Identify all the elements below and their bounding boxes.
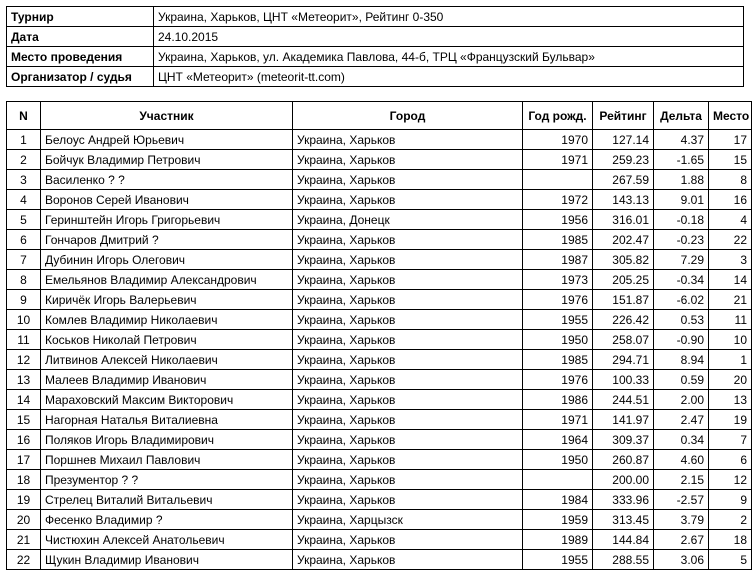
cell-participant: Щукин Владимир Иванович [41, 550, 293, 570]
cell-place: 20 [709, 370, 752, 390]
cell-delta: 2.00 [654, 390, 709, 410]
cell-place: 13 [709, 390, 752, 410]
cell-city: Украина, Харьков [293, 250, 523, 270]
cell-place: 7 [709, 430, 752, 450]
cell-delta: 4.37 [654, 130, 709, 150]
cell-participant: Дубинин Игорь Олегович [41, 250, 293, 270]
table-row [7, 190, 752, 210]
cell-delta: -0.34 [654, 270, 709, 290]
table-row [7, 330, 752, 350]
cell-number: 18 [7, 470, 41, 490]
info-label-tournament: Турнир [7, 7, 154, 27]
cell-participant: Василенко ? ? [41, 170, 293, 190]
cell-participant: Фесенко Владимир ? [41, 510, 293, 530]
table-row [7, 370, 752, 390]
cell-participant: Комлев Владимир Николаевич [41, 310, 293, 330]
cell-rating: 141.97 [593, 410, 654, 430]
cell-place: 18 [709, 530, 752, 550]
cell-number: 10 [7, 310, 41, 330]
cell-place: 9 [709, 490, 752, 510]
cell-birth-year: 1950 [523, 450, 593, 470]
cell-delta: -0.23 [654, 230, 709, 250]
cell-city: Украина, Харьков [293, 410, 523, 430]
cell-delta: 3.79 [654, 510, 709, 530]
table-row [7, 290, 752, 310]
cell-number: 11 [7, 330, 41, 350]
cell-number: 15 [7, 410, 41, 430]
column-header-city: Город [293, 102, 523, 130]
cell-place: 5 [709, 550, 752, 570]
table-row [7, 210, 752, 230]
cell-birth-year: 1950 [523, 330, 593, 350]
cell-place: 22 [709, 230, 752, 250]
cell-place: 14 [709, 270, 752, 290]
cell-participant: Презументор ? ? [41, 470, 293, 490]
cell-rating: 205.25 [593, 270, 654, 290]
cell-rating: 333.96 [593, 490, 654, 510]
cell-number: 7 [7, 250, 41, 270]
cell-delta: 9.01 [654, 190, 709, 210]
cell-birth-year: 1971 [523, 410, 593, 430]
table-row [7, 470, 752, 490]
cell-number: 13 [7, 370, 41, 390]
cell-city: Украина, Харьков [293, 390, 523, 410]
cell-birth-year: 1955 [523, 310, 593, 330]
info-row-date [7, 27, 744, 47]
info-value-date: 24.10.2015 [154, 27, 744, 47]
table-row [7, 530, 752, 550]
cell-rating: 226.42 [593, 310, 654, 330]
cell-birth-year: 1970 [523, 130, 593, 150]
cell-place: 3 [709, 250, 752, 270]
cell-city: Украина, Харьков [293, 150, 523, 170]
cell-birth-year: 1971 [523, 150, 593, 170]
info-value-venue: Украина, Харьков, ул. Академика Павлова, 44-б, ТРЦ «Французский Бульвар» [154, 47, 744, 67]
info-label-date: Дата [7, 27, 154, 47]
cell-city: Украина, Харьков [293, 550, 523, 570]
cell-participant: Емельянов Владимир Александрович [41, 270, 293, 290]
cell-place: 4 [709, 210, 752, 230]
cell-rating: 313.45 [593, 510, 654, 530]
cell-birth-year: 1989 [523, 530, 593, 550]
cell-rating: 151.87 [593, 290, 654, 310]
cell-city: Украина, Харцызск [293, 510, 523, 530]
cell-birth-year [523, 470, 593, 490]
cell-place: 21 [709, 290, 752, 310]
column-header-place: Место [709, 102, 752, 130]
cell-number: 9 [7, 290, 41, 310]
cell-participant: Нагорная Наталья Виталиевна [41, 410, 293, 430]
cell-delta: -1.65 [654, 150, 709, 170]
cell-birth-year: 1973 [523, 270, 593, 290]
cell-city: Украина, Харьков [293, 450, 523, 470]
cell-rating: 200.00 [593, 470, 654, 490]
results-body [7, 130, 752, 570]
cell-delta: 0.53 [654, 310, 709, 330]
cell-participant: Поляков Игорь Владимирович [41, 430, 293, 450]
info-row-venue [7, 47, 744, 67]
cell-rating: 267.59 [593, 170, 654, 190]
cell-participant: Малеев Владимир Иванович [41, 370, 293, 390]
cell-place: 16 [709, 190, 752, 210]
cell-number: 22 [7, 550, 41, 570]
cell-delta: 4.60 [654, 450, 709, 470]
table-row [7, 310, 752, 330]
cell-number: 19 [7, 490, 41, 510]
cell-participant: Киричёк Игорь Валерьевич [41, 290, 293, 310]
cell-birth-year: 1959 [523, 510, 593, 530]
cell-participant: Коськов Николай Петрович [41, 330, 293, 350]
table-row [7, 510, 752, 530]
cell-city: Украина, Харьков [293, 230, 523, 250]
cell-place: 8 [709, 170, 752, 190]
cell-rating: 244.51 [593, 390, 654, 410]
column-header-rating: Рейтинг [593, 102, 654, 130]
cell-number: 2 [7, 150, 41, 170]
cell-delta: 2.15 [654, 470, 709, 490]
cell-delta: 2.47 [654, 410, 709, 430]
column-header-participant: Участник [41, 102, 293, 130]
cell-birth-year: 1987 [523, 250, 593, 270]
cell-birth-year: 1956 [523, 210, 593, 230]
cell-city: Украина, Харьков [293, 310, 523, 330]
cell-participant: Воронов Серей Иванович [41, 190, 293, 210]
cell-city: Украина, Харьков [293, 330, 523, 350]
cell-city: Украина, Донецк [293, 210, 523, 230]
column-header-delta: Дельта [654, 102, 709, 130]
info-value-tournament: Украина, Харьков, ЦНТ «Метеорит», Рейтинг 0-350 [154, 7, 744, 27]
cell-participant: Гончаров Дмитрий ? [41, 230, 293, 250]
table-row [7, 150, 752, 170]
table-row [7, 170, 752, 190]
cell-rating: 294.71 [593, 350, 654, 370]
cell-participant: Поршнев Михаил Павлович [41, 450, 293, 470]
cell-rating: 144.84 [593, 530, 654, 550]
cell-city: Украина, Харьков [293, 430, 523, 450]
cell-city: Украина, Харьков [293, 530, 523, 550]
table-row [7, 450, 752, 470]
cell-city: Украина, Харьков [293, 290, 523, 310]
cell-rating: 316.01 [593, 210, 654, 230]
cell-rating: 100.33 [593, 370, 654, 390]
cell-number: 14 [7, 390, 41, 410]
info-label-venue: Место проведения [7, 47, 154, 67]
cell-city: Украина, Харьков [293, 170, 523, 190]
cell-birth-year: 1955 [523, 550, 593, 570]
cell-number: 17 [7, 450, 41, 470]
cell-birth-year: 1976 [523, 370, 593, 390]
info-row-tournament [7, 7, 744, 27]
results-table [6, 101, 752, 570]
cell-number: 5 [7, 210, 41, 230]
cell-place: 17 [709, 130, 752, 150]
cell-birth-year: 1976 [523, 290, 593, 310]
cell-birth-year [523, 170, 593, 190]
cell-rating: 260.87 [593, 450, 654, 470]
cell-number: 12 [7, 350, 41, 370]
cell-delta: 8.94 [654, 350, 709, 370]
cell-number: 6 [7, 230, 41, 250]
cell-delta: -0.90 [654, 330, 709, 350]
table-row [7, 550, 752, 570]
cell-number: 20 [7, 510, 41, 530]
cell-place: 10 [709, 330, 752, 350]
tournament-info-table [6, 6, 744, 87]
table-row [7, 390, 752, 410]
column-header-birth-year: Год рожд. [523, 102, 593, 130]
cell-city: Украина, Харьков [293, 190, 523, 210]
cell-place: 2 [709, 510, 752, 530]
cell-delta: 0.34 [654, 430, 709, 450]
results-header-row [7, 102, 752, 130]
cell-number: 1 [7, 130, 41, 150]
cell-place: 6 [709, 450, 752, 470]
cell-city: Украина, Харьков [293, 350, 523, 370]
table-row [7, 490, 752, 510]
cell-city: Украина, Харьков [293, 130, 523, 150]
info-row-organizer [7, 67, 744, 87]
cell-rating: 143.13 [593, 190, 654, 210]
cell-number: 21 [7, 530, 41, 550]
cell-rating: 202.47 [593, 230, 654, 250]
cell-place: 19 [709, 410, 752, 430]
info-label-organizer: Организатор / судья [7, 67, 154, 87]
cell-number: 8 [7, 270, 41, 290]
cell-participant: Чистюхин Алексей Анатольевич [41, 530, 293, 550]
table-row [7, 270, 752, 290]
cell-participant: Бойчук Владимир Петрович [41, 150, 293, 170]
cell-place: 15 [709, 150, 752, 170]
table-row [7, 250, 752, 270]
cell-rating: 309.37 [593, 430, 654, 450]
cell-city: Украина, Харьков [293, 470, 523, 490]
cell-participant: Литвинов Алексей Николаевич [41, 350, 293, 370]
cell-delta: 1.88 [654, 170, 709, 190]
cell-delta: -2.57 [654, 490, 709, 510]
table-row [7, 130, 752, 150]
column-header-number: N [7, 102, 41, 130]
cell-rating: 305.82 [593, 250, 654, 270]
cell-place: 1 [709, 350, 752, 370]
cell-delta: -6.02 [654, 290, 709, 310]
cell-participant: Белоус Андрей Юрьевич [41, 130, 293, 150]
cell-birth-year: 1972 [523, 190, 593, 210]
cell-city: Украина, Харьков [293, 270, 523, 290]
cell-participant: Стрелец Виталий Витальевич [41, 490, 293, 510]
table-row [7, 430, 752, 450]
cell-birth-year: 1964 [523, 430, 593, 450]
cell-birth-year: 1986 [523, 390, 593, 410]
cell-number: 3 [7, 170, 41, 190]
cell-rating: 259.23 [593, 150, 654, 170]
cell-delta: 2.67 [654, 530, 709, 550]
info-value-organizer: ЦНТ «Метеорит» (meteorit-tt.com) [154, 67, 744, 87]
table-row [7, 410, 752, 430]
cell-participant: Геринштейн Игорь Григорьевич [41, 210, 293, 230]
cell-rating: 288.55 [593, 550, 654, 570]
table-row [7, 230, 752, 250]
cell-city: Украина, Харьков [293, 370, 523, 390]
cell-city: Украина, Харьков [293, 490, 523, 510]
cell-place: 12 [709, 470, 752, 490]
cell-birth-year: 1985 [523, 350, 593, 370]
cell-delta: 7.29 [654, 250, 709, 270]
cell-number: 16 [7, 430, 41, 450]
cell-participant: Мараховский Максим Викторович [41, 390, 293, 410]
cell-place: 11 [709, 310, 752, 330]
cell-delta: 0.59 [654, 370, 709, 390]
cell-delta: 3.06 [654, 550, 709, 570]
cell-number: 4 [7, 190, 41, 210]
table-row [7, 350, 752, 370]
cell-rating: 127.14 [593, 130, 654, 150]
cell-rating: 258.07 [593, 330, 654, 350]
cell-delta: -0.18 [654, 210, 709, 230]
cell-birth-year: 1985 [523, 230, 593, 250]
cell-birth-year: 1984 [523, 490, 593, 510]
